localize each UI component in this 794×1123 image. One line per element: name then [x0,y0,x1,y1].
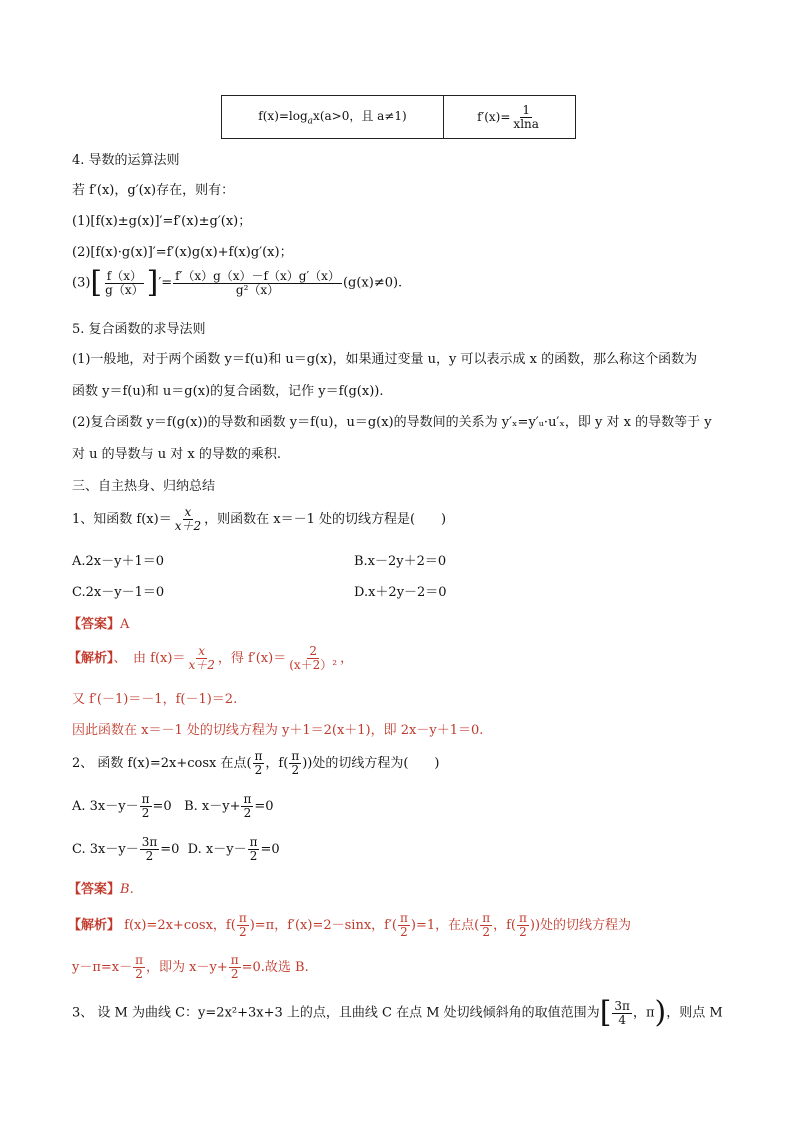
q3-left-bracket: [ [599,995,612,1030]
q3-range-den: 4 [618,1012,626,1027]
q1-answer [68,613,129,632]
q2-opt-a-post: =0 [152,799,172,814]
q2-opt-c-num: 3π [141,835,158,849]
q2-options-cd [72,836,280,863]
rule3-inner-num: f（x） [106,268,142,283]
q2-stem-b: ，f( [265,756,289,771]
q2-a2-den-2: 2 [230,967,239,981]
q2-opt-c-den: 2 [145,849,154,863]
q1-a1-den2: (x＋2）² [289,658,338,672]
q2-opt-a-pre: A. 3x－y－ [72,799,139,814]
q1-a1-pre: 、 由 f(x)＝ [113,651,186,666]
q1-analysis-line1 [68,645,353,672]
q1-stem-den: x＋2 [174,519,202,533]
q2-answer-label: 【答案】 [68,882,121,897]
q2-opt-a-den: 2 [141,806,150,820]
q2-opt-d-post: =0 [260,842,280,857]
sec5-p2-line1 [72,411,712,430]
q1-a1-num2: 2 [309,644,317,658]
p2-text-b: ，即 y 对 x 的导数等于 y [564,415,712,430]
q2-stem-a: 2、 函数 f(x)=2x+cosx 在点( [72,756,252,771]
q3-range-sep: ，π [632,1005,655,1021]
q2-stem [72,750,440,777]
sec5-p1-line1: (1)一般地，对于两个函数 y＝f(u)和 u＝g(x)，如果通过变量 u，y 可以表示成 x 的函数，那么称这个函数为 [72,352,698,367]
q2-a1-num: π [238,911,247,925]
q2-opt-d-pre: D. x－y－ [187,842,247,857]
table-left-text: f(x)=log [258,109,308,124]
p2-text-a: (2)复合函数 y＝f(g(x))的导数和函数 y＝f(u)，u＝g(x)的导数间的关系为 [72,415,502,430]
q2-a1-d: ，f( [493,918,516,933]
q1-stem-num: x [184,505,192,519]
q3-right-paren: ) [654,995,667,1030]
left-bracket: [ [90,265,103,300]
sec5-p2-line2: 对 u 的导数与 u 对 x 的导数的乘积. [72,447,282,462]
q1-stem-b: ，则函数在 x＝－1 处的切线方程是( ) [204,512,447,527]
q2-a1-b: )=π，f′(x)=2－sinx，f′( [249,918,397,933]
q2-a1-c: )=1，在点( [410,918,480,933]
q1-analysis-line3: 因此函数在 x＝－1 处的切线方程为 y＋1＝2(x＋1)，即 2x－y＋1＝0. [72,723,484,738]
q2-pi: π [254,749,263,763]
q1-a1-num: x [198,644,206,658]
sec4-rule3: (3)[ $\frac{f(x)}{g(x)}$ ]′= $\frac{f'(x)g(x)-f(x)g'(x)}{\text{g²（x）}}$ (g(x)≠0). [72,265,403,300]
table-left-rest: x(a>0，且 a≠1) [313,109,407,124]
q1-option-d: D.x＋2y－2＝0 [354,585,447,600]
q1-stem [72,506,446,533]
q2-a1-num-3: π [482,911,491,925]
q2-a1-e: ))处的切线方程为 [529,918,632,933]
q2-two: 2 [254,763,263,777]
q2-opt-a-num: π [141,792,150,806]
q2-stem-c: ))处的切线方程为( ) [302,756,440,771]
q3-stem-b: ，则点 M [666,1005,723,1021]
q2-analysis-line2 [72,954,309,981]
q2-a1-num-4: π [518,911,527,925]
q3-range-num: 3π [614,998,630,1013]
q3-stem-a: 3、 设 M 为曲线 C：y=2x²+3x+3 上的点，且曲线 C 在点 M 处切线倾斜角的取值范围为 [72,1005,600,1021]
q1-answer-value: A [120,617,130,632]
rule3-prefix: (3) [72,275,91,291]
q1-analysis-label: 【解析】 [68,651,114,666]
table-cell-function [222,96,444,139]
q1-stem-a: 1、知函数 f(x)＝ [72,512,172,527]
q1-option-a: A.2x－y＋1＝0 [72,554,165,569]
q2-answer-value: B. [120,882,134,897]
q2-answer [68,878,134,897]
rule3-num: f′（x）g（x）－f（x）g′（x） [175,268,340,283]
q2-a2-num: π [135,953,144,967]
rule3-inner-den: g（x） [105,282,144,297]
sec4-rule1: (1)[f(x)±g(x)]′=f′(x)±g′(x)； [72,214,252,229]
q2-a1-den-4: 2 [519,925,527,939]
q2-a1-den-3: 2 [482,925,490,939]
q2-options-ab [72,793,274,820]
p2-formula: y′ₓ=y′ᵤ·u′ₓ [501,415,565,430]
q2-opt-d-num: π [249,835,258,849]
q2-opt-b-den: 2 [243,806,252,820]
q2-two-2: 2 [291,763,300,777]
q2-analysis-label: 【解析】 [68,918,121,933]
q1-a1-end: ， [340,651,354,666]
rule3-den: g²（x） [235,282,280,297]
q2-a2-num-2: π [230,953,239,967]
q2-analysis-line1 [68,912,631,939]
q1-a1-den: x＋2 [188,658,215,672]
table-right-num: 1 [522,102,530,117]
sec5-p1-line2: 函数 y＝f(u)和 u＝g(x)的复合函数，记作 y＝f(g(x)). [72,384,384,399]
q2-opt-c-post: =0 [160,842,180,857]
q2-a1-den-2: 2 [400,925,408,939]
q1-a1-mid: ，得 f′(x)＝ [217,651,287,666]
q1-answer-label: 【答案】 [68,617,121,632]
q2-pi-2: π [291,749,300,763]
sec3-heading: 三、自主热身、归纳总结 [72,479,216,494]
q1-analysis-line2: 又 f′(－1)＝－1，f(－1)＝2. [72,692,238,707]
derivative-table [221,95,576,139]
q2-a2-mid: ，即为 x－y+ [146,960,228,975]
rule3-cond: (g(x)≠0). [342,275,403,291]
q2-a2-den: 2 [135,967,143,981]
table-right-prefix: f′(x)= [477,109,511,124]
table-row [222,96,576,139]
q2-opt-b-post: =0 [254,799,274,814]
sec4-intro: 若 f′(x)，g′(x)存在，则有： [72,183,235,198]
table-right-den: xlna [513,116,539,131]
q2-opt-d-den: 2 [249,849,258,863]
q2-opt-b-pre: B. x－y+ [184,799,241,814]
q3-stem [72,995,723,1030]
sec4-heading: 4. 导数的运算法则 [72,153,180,168]
q2-a1-num-2: π [400,911,408,925]
table-cell-derivative [444,96,576,139]
sec5-heading: 5. 复合函数的求导法则 [72,322,206,337]
q1-option-b: B.x－2y＋2＝0 [354,554,447,569]
sec4-rule2: (2)[f(x)·g(x)]′=f′(x)g(x)+f(x)g′(x)； [72,245,293,260]
q2-opt-c-pre: C. 3x－y－ [72,842,139,857]
q2-a2-pre: y－π=x－ [72,960,133,975]
q2-opt-b-num: π [243,792,252,806]
q2-a1: f(x)=2x+cosx，f( [120,918,236,933]
q1-option-c: C.2x－y－1＝0 [72,585,165,600]
q2-a2-post: =0.故选 B. [241,960,309,975]
table-left-sub: a [307,116,314,127]
q2-a1-den: 2 [238,925,247,939]
right-bracket: ] [146,265,159,300]
